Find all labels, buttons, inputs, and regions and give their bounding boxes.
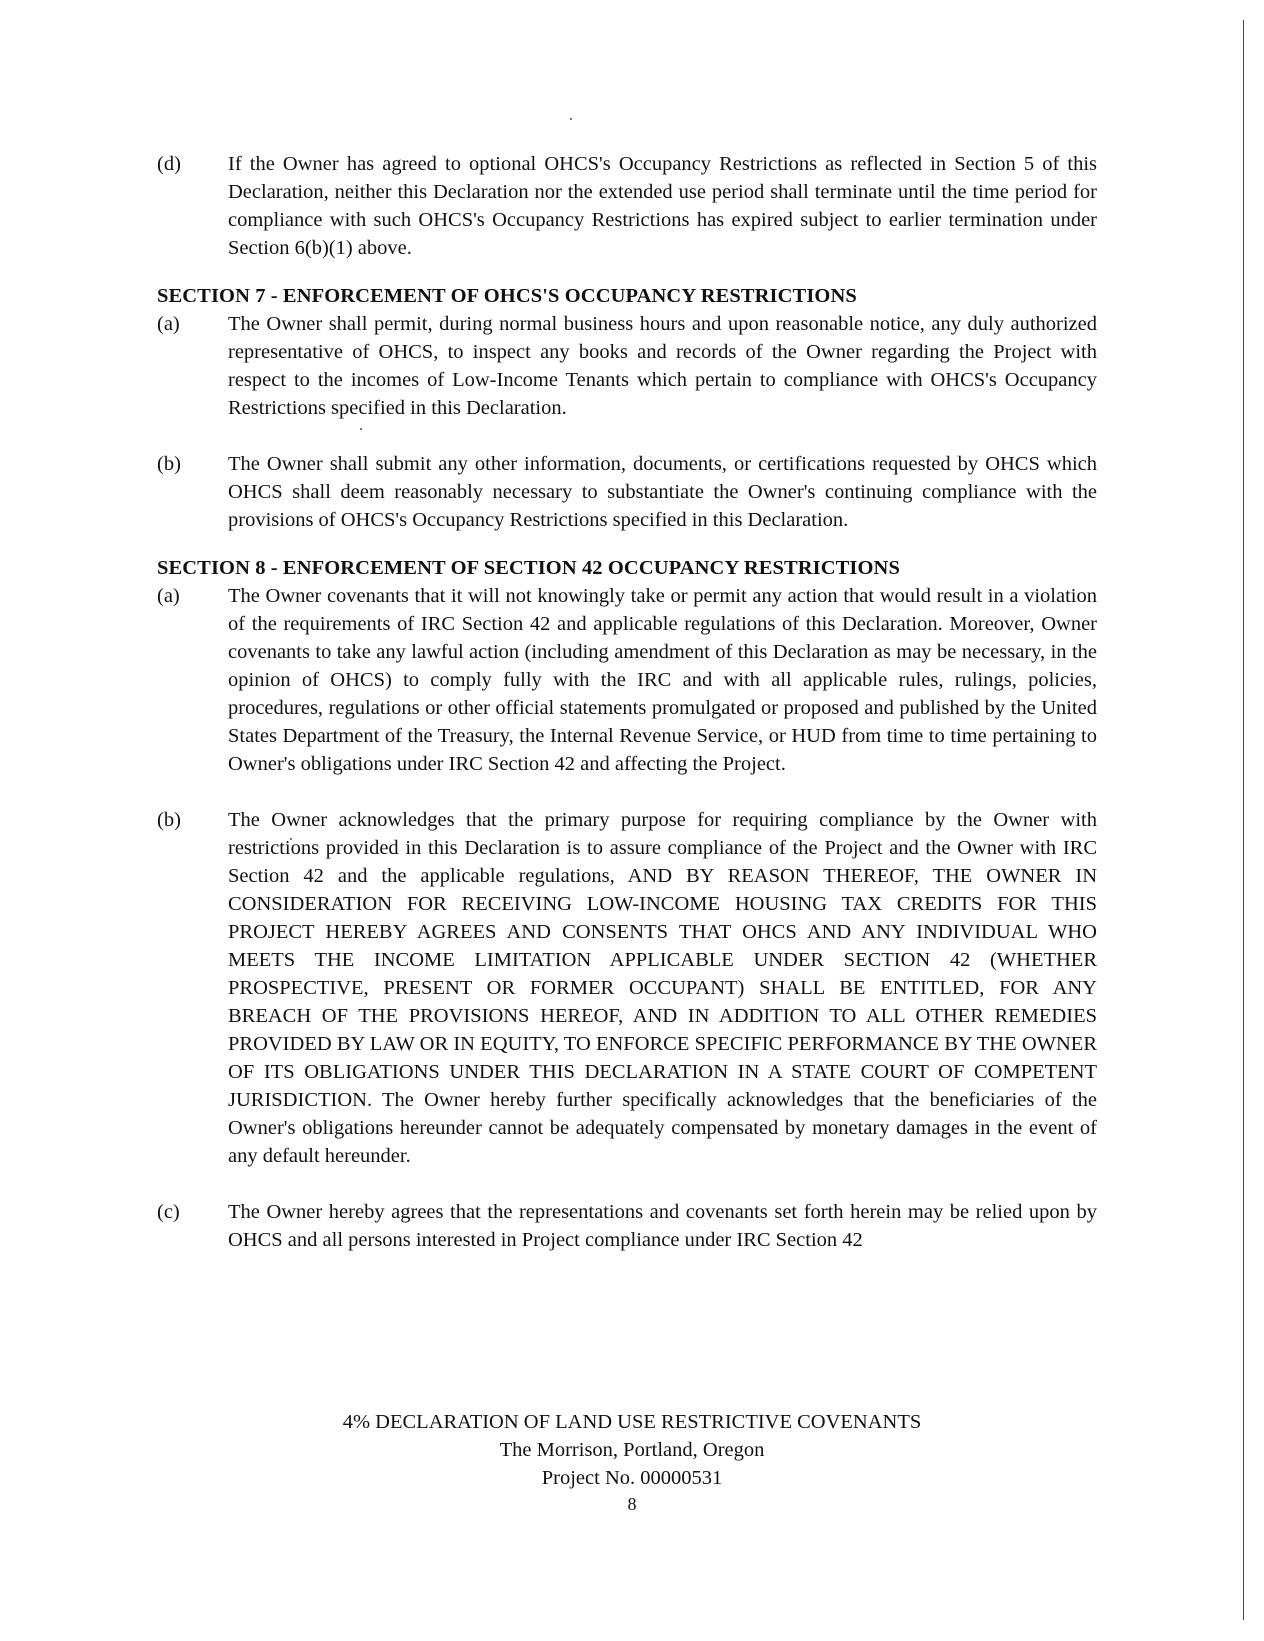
paragraph-text: The Owner shall permit, during normal business hours and upon reasonable notice, any duly authorized representative of OHCS, to inspect any books and records of the Owner regarding the Project with respect to the incomes of Low-Income Tenants which pertain to compliance with OHCS's Occupancy Restrictions specified in this Declaration.: [228, 313, 1097, 419]
paragraph-label: (c): [157, 1201, 180, 1223]
paragraph-label: (a): [157, 585, 180, 607]
footer-title: 4% DECLARATION OF LAND USE RESTRICTIVE COVENANTS: [342, 1411, 922, 1433]
paragraph-text: The Owner hereby agrees that the representations and covenants set forth herein may be relied upon by OHCS and all persons interested in Project compliance under IRC Section 42: [228, 1201, 1097, 1251]
paragraph-label: (b): [157, 453, 181, 475]
section-8-paragraph-c: [157, 1198, 1097, 1254]
footer-project-number: Project No. 00000531: [541, 1467, 723, 1489]
document-footer: [0, 1408, 1264, 1516]
footer-project-location: The Morrison, Portland, Oregon: [499, 1439, 765, 1461]
paragraph-text: If the Owner has agreed to optional OHCS's Occupancy Restrictions as reflected in Section 5 of this Declaration, neither this Declaration nor the extended use period shall terminate until the time period for compliance with such OHCS's Occupancy Restrictions has expired subject to earlier termination under Section 6(b)(1) above.: [228, 153, 1097, 259]
paragraph-label: (d): [157, 153, 181, 175]
section-8-heading: SECTION 8 - ENFORCEMENT OF SECTION 42 OCCUPANCY RESTRICTIONS: [157, 557, 900, 579]
section-8-paragraph-b: [157, 806, 1097, 1170]
paragraph-text: The Owner covenants that it will not knowingly take or permit any action that would result in a violation of the requirements of IRC Section 42 and applicable regulations of this Declaration. Moreover, Owner covenants to take any lawful action (including amendment of this Declaration as may be necessary, in the opinion of OHCS) to comply fully with the IRC and with all applicable rules, rulings, policies, procedures, regulations or other official statements promulgated or proposed and published by the United States Department of the Treasury, the Internal Revenue Service, or HUD from time to time pertaining to Owner's obligations under IRC Section 42 and affecting the Project.: [228, 585, 1097, 775]
section-7-heading: SECTION 7 - ENFORCEMENT OF OHCS'S OCCUPANCY RESTRICTIONS: [157, 285, 857, 307]
paragraph-d: [157, 150, 1097, 262]
paragraph-label: (a): [157, 313, 180, 335]
paragraph-text: The Owner shall submit any other information, documents, or certifications requested by OHCS which OHCS shall deem reasonably necessary to substantiate the Owner's continuing compliance with the provisions of OHCS's Occupancy Restrictions specified in this Declaration.: [228, 453, 1097, 531]
scan-speck: [570, 118, 572, 120]
section-7-paragraph-a: [157, 310, 1097, 422]
paragraph-label: (b): [157, 809, 181, 831]
page-number: 8: [627, 1494, 637, 1514]
section-8-paragraph-a: [157, 582, 1097, 778]
paragraph-text: The Owner acknowledges that the primary purpose for requiring compliance by the Owner with restrictions provided in this Declaration is to assure compliance of the Project and the Owner with IRC Section 42 and the applicable regulations, AND BY REASON THEREOF, THE OWNER IN CONSIDERATION FOR RECEIVING LOW-INCOME HOUSING TAX CREDITS FOR THIS PROJECT HEREBY AGREES AND CONSENTS THAT OHCS AND ANY INDIVIDUAL WHO MEETS THE INCOME LIMITATION APPLICABLE UNDER SECTION 42 (WHETHER PROSPECTIVE, PRESENT OR FORMER OCCUPANT) SHALL BE ENTITLED, FOR ANY BREACH OF THE PROVISIONS HEREOF, AND IN ADDITION TO ALL OTHER REMEDIES PROVIDED BY LAW OR IN EQUITY, TO ENFORCE SPECIFIC PERFORMANCE BY THE OWNER OF ITS OBLIGATIONS UNDER THIS DECLARATION IN A STATE COURT OF COMPETENT JURISDICTION. The Owner hereby further specifically acknowledges that the beneficiaries of the Owner's obligations hereunder cannot be adequately compensated by monetary damages in the event of any default hereunder.: [228, 809, 1097, 1167]
section-7-paragraph-b: [157, 450, 1097, 534]
document-body: [157, 150, 1097, 1254]
scan-edge-line: [1243, 20, 1244, 1620]
